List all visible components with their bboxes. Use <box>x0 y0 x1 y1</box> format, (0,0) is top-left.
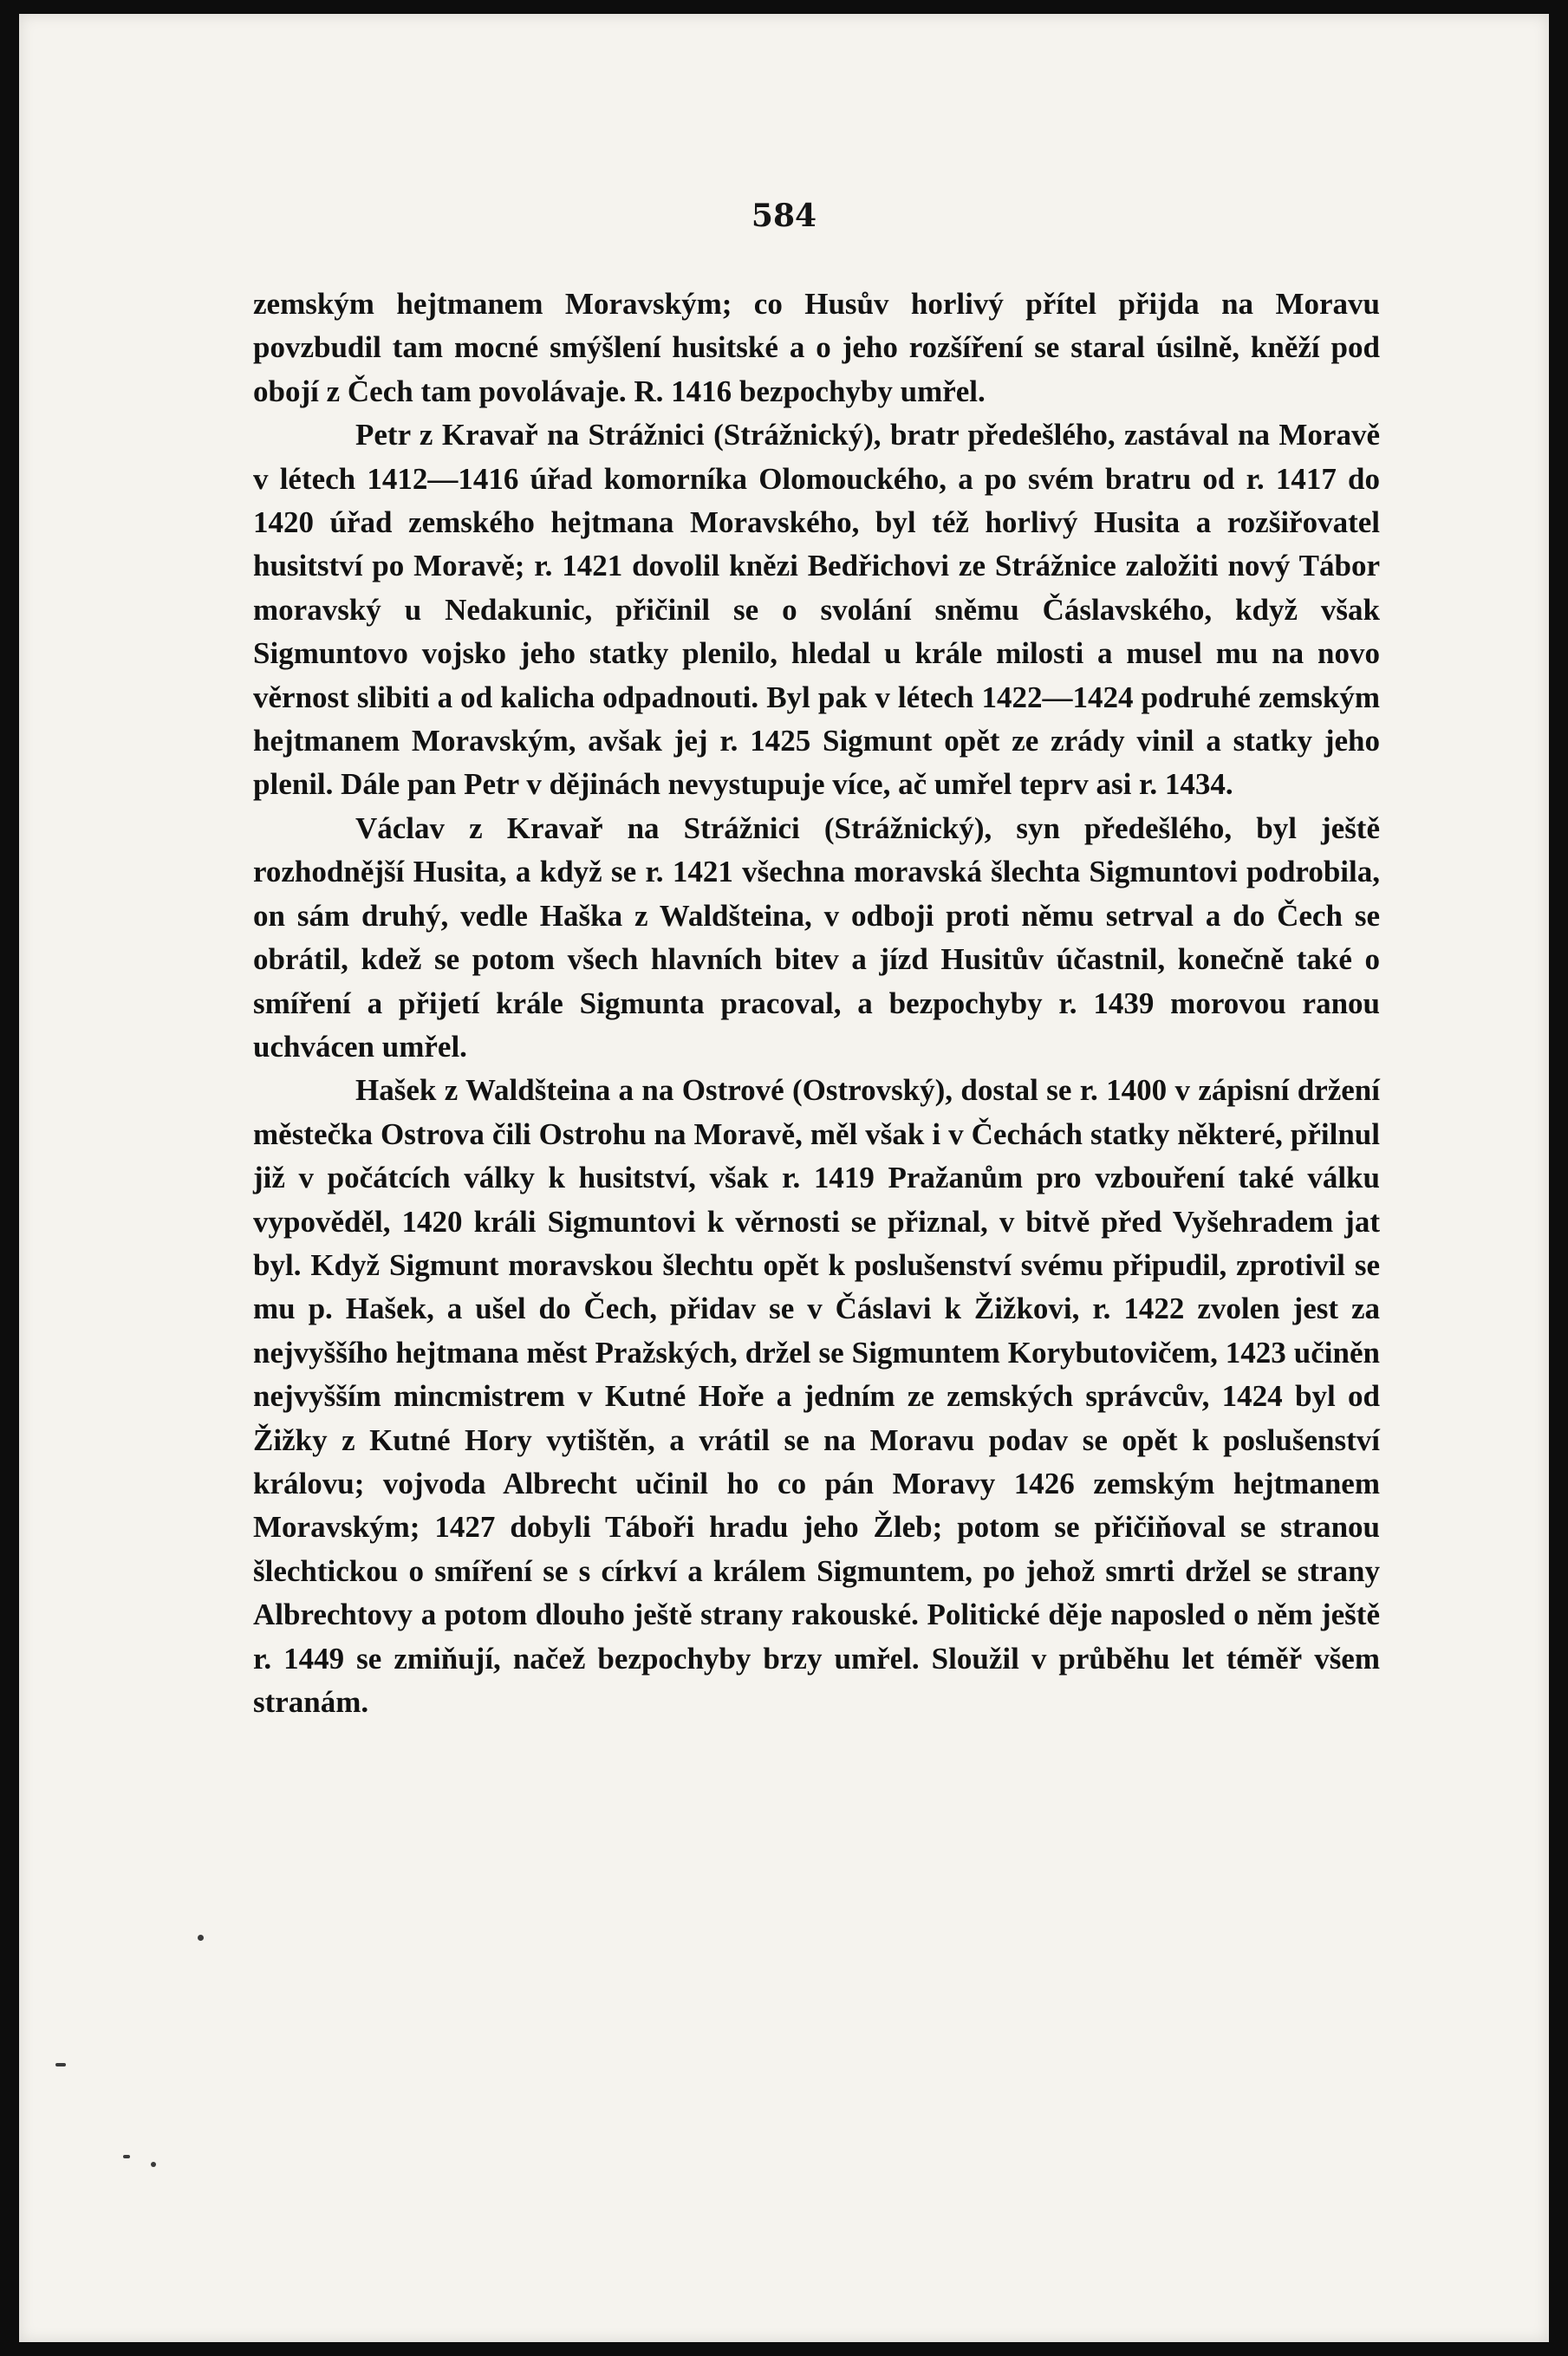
speck <box>151 2162 156 2167</box>
paragraph-continuation: zemským hejtmanem Moravským; co Husův horlivý přítel přijda na Moravu povzbudil tam mocné smýšlení husitské a o jeho rozšíření se staral úsilně, kněží pod obojí z Čech tam povolávaje. R. 1416 bezpochyby umřel. <box>253 287 1380 408</box>
paragraph-vaclav-z-kravar: Václav z Kravař na Strážnici (Strážnický), syn předešlého, byl ještě rozhodnější Husita, a když se r. 1421 všechna moravská šlechta Sigmuntovi podrobila, on sám druhý, vedle Haška z Waldšteina, v odboji proti němu setrval a do Čech se obrátil, kdež se potom všech hlavních bitev a jízd Husitův účastnil, konečně také o smíření a přijetí krále Sigmunta pracoval, a bezpochyby r. 1439 morovou ranou uchvácen umřel. <box>253 810 1380 1064</box>
speck <box>198 1935 204 1941</box>
paragraph-petr-z-kravar: Petr z Kravař na Strážnici (Strážnický), bratr předešlého, zastával na Moravě v létech 1412—1416 úřad komorníka Olomouckého, a po svém bratru od r. 1417 do 1420 úřad zemského hejtmana Moravského, byl též horlivý Husita a rozšiřovatel husitství po Moravě; r. 1421 dovolil knězi Bedřichovi ze Strážnice založiti nový Tábor moravský u Nedakunic, přičinil se o svolání sněmu Čáslavského, když však Sigmuntovo vojsko jeho statky plenilo, hledal u krále milosti a musel mu na novo věrnost slibiti a od kalicha odpadnouti. Byl pak v létech 1422—1424 podruhé zemským hejtmanem Moravským, avšak jej r. 1425 Sigmunt opět ze zrády vinil a statky jeho plenil. Dále pan Petr v dějinách nevystupuje více, ač umřel teprv asi r. 1434. <box>253 418 1380 802</box>
book-page <box>19 14 1549 2342</box>
paragraph-hasek-z-waldsteina: Hašek z Waldšteina a na Ostrové (Ostrovský), dostal se r. 1400 v zápisní držení městečka Ostrova čili Ostrohu na Moravě, měl však i v Čechách statky některé, přilnul již v počátcích války k husitství, však r. 1419 Pražanům pro vzbouření také válku vypověděl, 1420 králi Sigmuntovi k věrnosti se přiznal, v bitvě před Vyšehradem jat byl. Když Sigmunt moravskou šlechtu opět k poslušenství svému připudil, zprotivil se mu p. Hašek, a ušel do Čech, přidav se v Čáslavi k Žižkovi, r. 1422 zvolen jest za nejvyššího hejtmana měst Pražských, držel se Sigmuntem Korybutovičem, 1423 učiněn nejvyšším mincmistrem v Kutné Hoře a jedním ze zemských správcův, 1424 byl od Žižky z Kutné Hory vytištěn, a vrátil se na Moravu podav se opět k poslušenství královu; vojvoda Albrecht učinil ho co pán Moravy 1426 zemským hejtmanem Moravským; 1427 dobyli Táboři hradu jeho Žleb; potom se přičiňoval se stranou šlechtickou o smíření se s církví a králem Sigmuntem, po jehož smrti držel se strany Albrechtovy a potom dlouho ještě strany rakouské. Politické děje naposled o něm ještě r. 1449 se zmiňují, načež bezpochyby brzy umřel. Sloužil v průběhu let téměř všem stranám. <box>253 1073 1380 1719</box>
speck <box>123 2155 130 2158</box>
speck <box>55 2063 66 2066</box>
page-number: 584 <box>751 198 817 234</box>
body-text <box>253 283 1380 1724</box>
